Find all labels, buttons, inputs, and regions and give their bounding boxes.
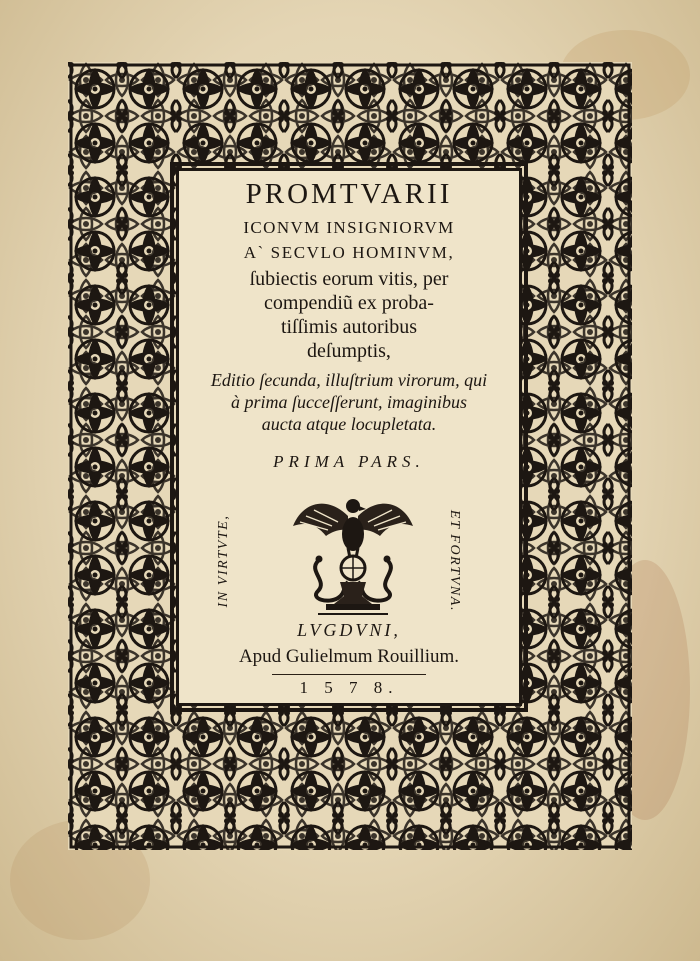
subtitle-line: ICONVM INSIGNIORVM [243, 218, 455, 237]
imprint-place: LVGDVNI, [297, 620, 401, 640]
body-line: compendiũ ex proba- [264, 292, 434, 314]
imprint-printer: Apud Gulielmum Rouillium. [238, 646, 460, 667]
motto-right: ET FORTVNA. [447, 509, 462, 613]
body-line: ſubiectis eorum vitis, per [249, 268, 449, 290]
edition-line: aucta atque locupletata. [261, 414, 437, 434]
body-line: tiſſimis autoribus [280, 316, 418, 338]
motto-left: IN VIRTVTE, [216, 514, 231, 608]
imprint-year: 1 5 7 8. [299, 678, 399, 697]
title-line: PROMTVARII [245, 178, 453, 210]
imprint-rule [272, 674, 426, 675]
eagle-on-globe-with-serpents-icon [288, 486, 418, 621]
body-line: deſumptis, [307, 340, 391, 362]
subtitle-line: A` SECVLO HOMINVM, [243, 243, 455, 262]
edition-line: Editio ſecunda, illuſtrium virorum, qui [210, 370, 488, 390]
edition-line: à prima ſucceſſerunt, imaginibus [231, 392, 467, 412]
title-panel [176, 168, 522, 706]
part-label: PRIMA PARS. [273, 452, 425, 471]
